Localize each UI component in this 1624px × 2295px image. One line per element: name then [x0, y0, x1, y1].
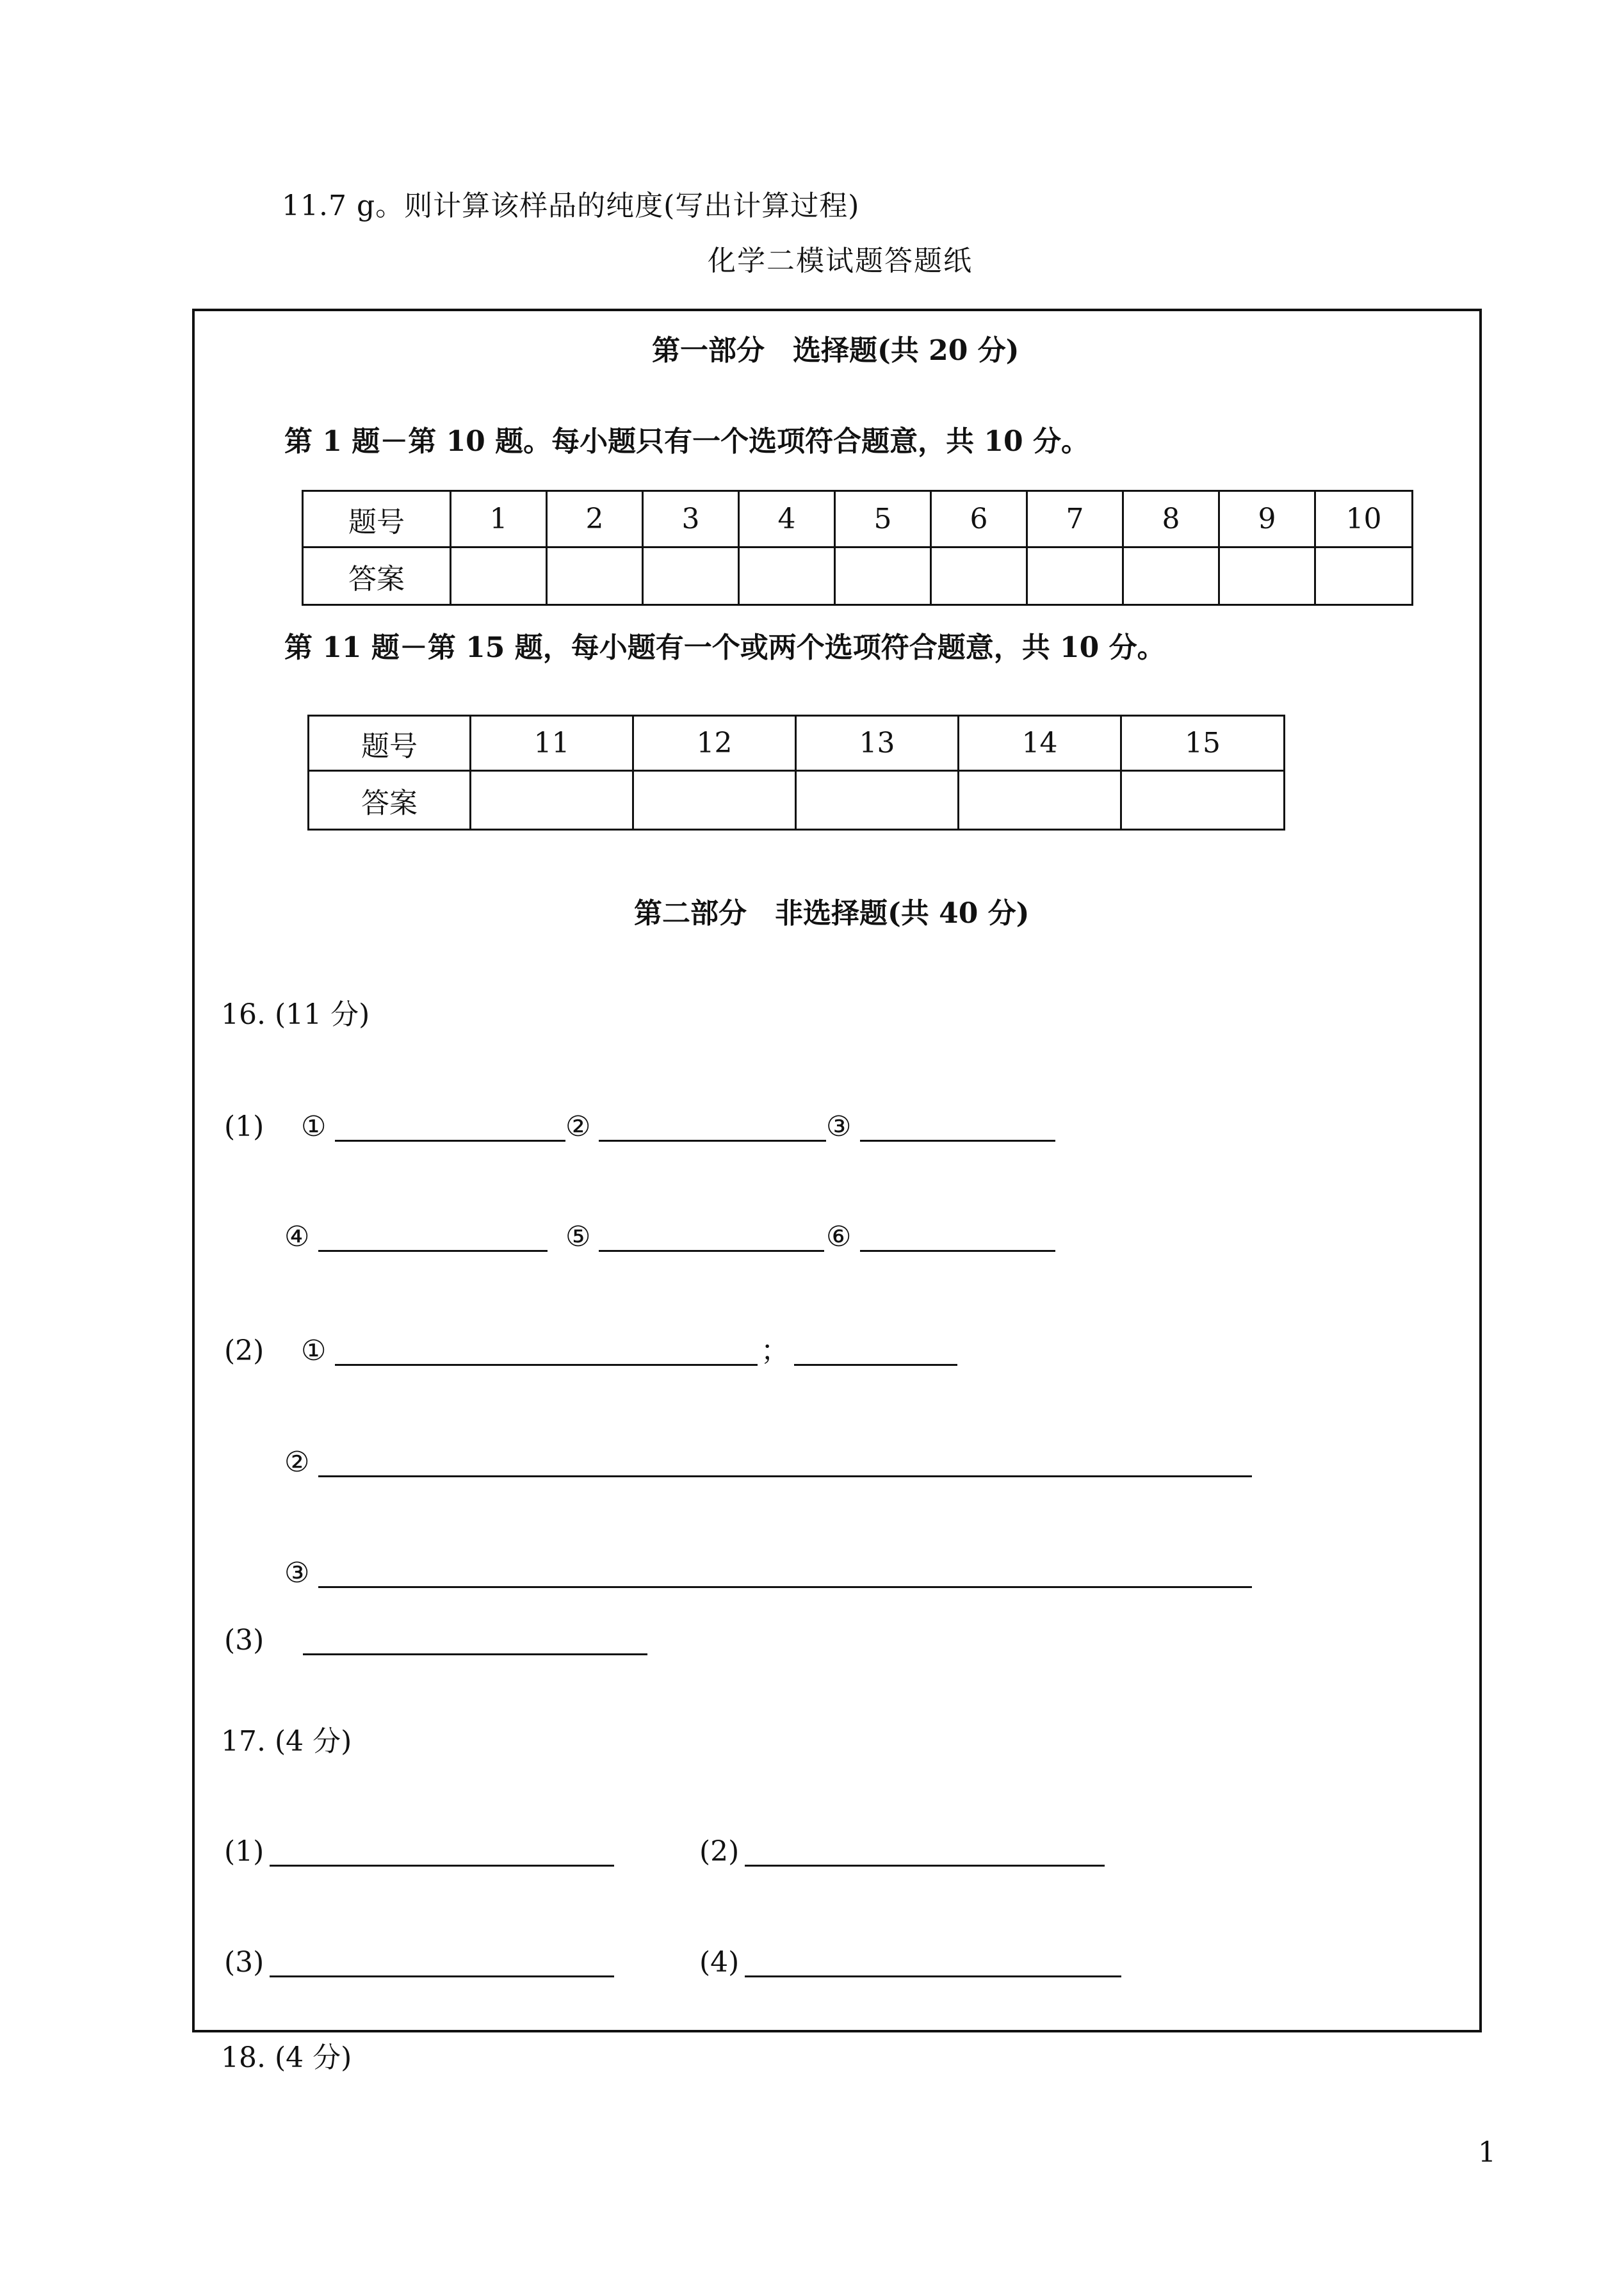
- answer-line[interactable]: [860, 1250, 1055, 1252]
- q17-part4-label: (4): [699, 1946, 740, 1979]
- table1-answer-cell[interactable]: [1219, 547, 1315, 605]
- table1-answer-cell[interactable]: [643, 547, 739, 605]
- table1-number: 8: [1123, 491, 1219, 547]
- answer-line[interactable]: [794, 1364, 957, 1366]
- circled-4: ④: [284, 1220, 310, 1253]
- answer-line[interactable]: [318, 1475, 1252, 1477]
- table2-answer-cell[interactable]: [959, 771, 1121, 830]
- continuation-text: 11.7 g。则计算该样品的纯度(写出计算过程): [282, 190, 860, 222]
- answer-line[interactable]: [335, 1364, 758, 1366]
- table1-answer-cell[interactable]: [739, 547, 835, 605]
- answer-line[interactable]: [599, 1250, 824, 1252]
- table2-number: 11: [471, 716, 633, 771]
- q16-part1-label: (1): [224, 1110, 264, 1143]
- q17-part3-label: (3): [224, 1946, 264, 1979]
- table1-number: 10: [1315, 491, 1413, 547]
- circled-2: ②: [284, 1446, 310, 1479]
- answer-line[interactable]: [335, 1140, 565, 1142]
- table1-answer-cell[interactable]: [1123, 547, 1219, 605]
- table2-number: 12: [633, 716, 796, 771]
- page-number: 1: [1478, 2136, 1496, 2169]
- part1-instruction-1: 第 1 题－第 10 题。每小题只有一个选项符合题意，共 10 分。: [284, 425, 1089, 458]
- circled-3: ③: [826, 1110, 852, 1143]
- table2-answer-cell[interactable]: [633, 771, 796, 830]
- table1-number: 5: [835, 491, 931, 547]
- answer-table-2: [307, 715, 1285, 831]
- circled-1: ①: [301, 1334, 327, 1367]
- table1-number: 6: [931, 491, 1027, 547]
- table1-header-label: 题号: [303, 491, 451, 547]
- circled-3: ③: [284, 1557, 310, 1589]
- table1-number: 9: [1219, 491, 1315, 547]
- table1-number: 7: [1027, 491, 1123, 547]
- table1-answer-cell[interactable]: [1315, 547, 1413, 605]
- part2-heading: 第二部分 非选择题(共 40 分): [634, 897, 1030, 930]
- answer-line[interactable]: [599, 1140, 826, 1142]
- answer-line[interactable]: [745, 1975, 1121, 1977]
- q16-label: 16. (11 分): [221, 998, 370, 1031]
- circled-5: ⑤: [565, 1220, 591, 1253]
- table1-answer-cell[interactable]: [547, 547, 643, 605]
- answer-line[interactable]: [270, 1975, 614, 1977]
- table2-answer-cell[interactable]: [796, 771, 959, 830]
- answer-line[interactable]: [860, 1140, 1055, 1142]
- table2-number: 14: [959, 716, 1121, 771]
- table1-number: 3: [643, 491, 739, 547]
- table2-header-label: 题号: [309, 716, 471, 771]
- table1-number: 2: [547, 491, 643, 547]
- circled-2: ②: [565, 1110, 591, 1143]
- table1-number: 1: [451, 491, 547, 547]
- table1-answer-label: 答案: [303, 547, 451, 605]
- part1-instruction-2: 第 11 题－第 15 题，每小题有一个或两个选项符合题意，共 10 分。: [284, 631, 1165, 664]
- table1-answer-cell[interactable]: [931, 547, 1027, 605]
- q17-part2-label: (2): [699, 1835, 740, 1868]
- page-title: 化学二模试题答题纸: [708, 245, 973, 277]
- table1-number: 4: [739, 491, 835, 547]
- table1-answer-cell[interactable]: [1027, 547, 1123, 605]
- answer-line[interactable]: [270, 1865, 614, 1867]
- semicolon: ；: [761, 1334, 789, 1367]
- table2-answer-cell[interactable]: [471, 771, 633, 830]
- part1-heading: 第一部分 选择题(共 20 分): [652, 334, 1019, 367]
- answer-line[interactable]: [318, 1250, 548, 1252]
- circled-6: ⑥: [826, 1220, 852, 1253]
- answer-line[interactable]: [318, 1586, 1252, 1588]
- table1-answer-cell[interactable]: [451, 547, 547, 605]
- q18-label: 18. (4 分): [221, 2041, 352, 2074]
- table1-answer-cell[interactable]: [835, 547, 931, 605]
- circled-1: ①: [301, 1110, 327, 1143]
- table2-answer-label: 答案: [309, 771, 471, 830]
- q17-label: 17. (4 分): [221, 1725, 352, 1758]
- answer-line[interactable]: [745, 1865, 1105, 1867]
- table2-number: 13: [796, 716, 959, 771]
- table2-number: 15: [1121, 716, 1285, 771]
- q16-part2-label: (2): [224, 1334, 264, 1367]
- q17-part1-label: (1): [224, 1835, 264, 1868]
- q16-part3-label: (3): [224, 1624, 264, 1657]
- answer-table-1: [302, 490, 1413, 606]
- table2-answer-cell[interactable]: [1121, 771, 1285, 830]
- answer-line[interactable]: [303, 1653, 647, 1655]
